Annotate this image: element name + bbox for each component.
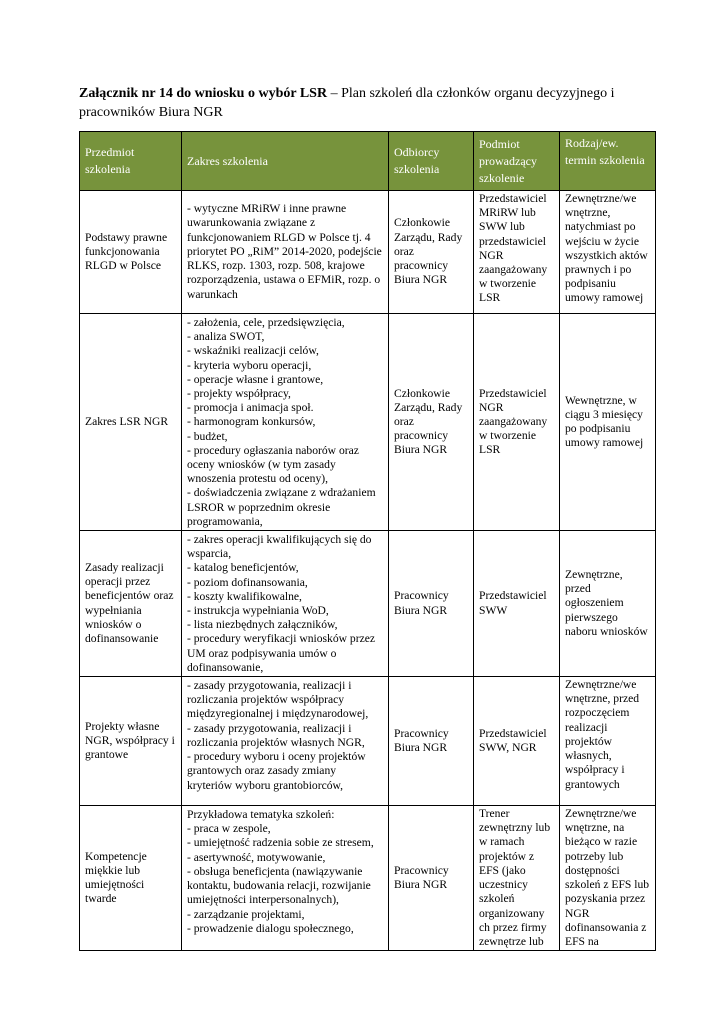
cell-type: Zewnętrzne/we wnętrzne, natychmiast po wejściu w życie wszystkich aktów prawnych i po podpisaniu umowy ramowej (560, 191, 656, 314)
scope-line: - poziom dofinansowania, (187, 575, 308, 589)
cell-subject: Zasady realizacji operacji przez beneficjentów oraz wypełniania wniosków o dofinansowanie (80, 531, 182, 677)
scope-line: - procedury wyboru i oceny projektów grantowych oraz zasady zmiany kryteriów wyboru grantobiorców, (187, 750, 366, 792)
scope-line: - procedury ogłaszania naborów oraz oceny wniosków (w tym zasady wnoszenia protestu od oceny), (187, 443, 359, 486)
table-header-row (80, 132, 656, 191)
table-row (80, 806, 656, 951)
cell-recipients: Pracownicy Biura NGR (389, 531, 474, 677)
cell-recipients: Członkowie Zarządu, Rady oraz pracownicy Biura NGR (389, 191, 474, 314)
scope-line: - zasady przygotowania, realizacji i rozliczania projektów własnych NGR, (187, 721, 365, 749)
table-row (80, 531, 656, 677)
cell-recipients: Pracownicy Biura NGR (389, 677, 474, 806)
cell-subject: Podstawy prawne funkcjonowania RLGD w Polsce (80, 191, 182, 314)
cell-scope (182, 314, 389, 531)
scope-line: - zarządzanie projektami, (187, 907, 305, 921)
cell-subject: Kompetencje miękkie lub umiejętności twarde (80, 806, 182, 951)
document-heading (79, 84, 649, 122)
heading-bold: Załącznik nr 14 do wniosku o wybór LSR (79, 86, 328, 101)
cell-subject: Zakres LSR NGR (80, 314, 182, 531)
scope-line: - procedury weryfikacji wniosków przez UM oraz podpisywania umów o dofinansowanie, (187, 632, 376, 674)
scope-line: - asertywność, motywowanie, (187, 850, 326, 864)
scope-line: - praca w zespole, (187, 822, 271, 836)
scope-line: - kryteria wyboru operacji, (187, 358, 312, 372)
scope-line: - analiza SWOT, (187, 330, 265, 344)
scope-line: - zakres operacji kwalifikujących się do wsparcia, (187, 533, 372, 561)
scope-line: - katalog beneficjentów, (187, 561, 299, 575)
scope-line: - wskaźniki realizacji celów, (187, 344, 319, 358)
header-recipients: Odbiorcy szkolenia (389, 132, 474, 191)
scope-line: - projekty współpracy, (187, 387, 291, 401)
header-scope: Zakres szkolenia (182, 132, 389, 191)
scope-line: - prowadzenie dialogu społecznego, (187, 921, 354, 935)
cell-scope (182, 531, 389, 677)
cell-type: Wewnętrzne, w ciągu 3 miesięcy po podpisaniu umowy ramowej (560, 314, 656, 531)
cell-type: Zewnętrzne/we wnętrzne, na bieżąco w razie potrzeby lub dostępności szkoleń z EFS lub pozyskania przez NGR dofinansowania z EFS na (560, 806, 656, 951)
scope-line: - zasady przygotowania, realizacji i rozliczania projektów współpracy międzyregionalnej i międzynarodowej, (187, 679, 369, 721)
scope-line: - wytyczne MRiRW i inne prawne uwarunkowania związane z funkcjonowaniem RLGD w Polsce tj. 4 priorytet PO „RiM” 2014-2020, podejście RLKS, rozp. 1303, rozp. 508, krajowe rozporządzenia, ustawa o EFMiR, rozp. o warunkach (187, 202, 382, 301)
scope-line: Przykładowa tematyka szkoleń: (187, 808, 335, 822)
header-provider: Podmiot prowadzący szkolenie (474, 132, 560, 191)
scope-line: - operacje własne i grantowe, (187, 372, 324, 386)
cell-subject: Projekty własne NGR, współpracy i grantowe (80, 677, 182, 806)
scope-line: - promocja i animacja społ. (187, 401, 314, 415)
cell-type: Zewnętrzne, przed ogłoszeniem pierwszego naboru wniosków (560, 531, 656, 677)
cell-provider: Przedstawiciel MRiRW lub SWW lub przedstawiciel NGR zaangażowany w tworzenie LSR (474, 191, 560, 314)
scope-line: - umiejętność radzenia sobie ze stresem, (187, 836, 374, 850)
training-plan-table (79, 131, 656, 951)
cell-recipients: Członkowie Zarządu, Rady oraz pracownicy Biura NGR (389, 314, 474, 531)
table-row (80, 191, 656, 314)
scope-line: - instrukcja wypełniania WoD, (187, 604, 329, 618)
cell-scope (182, 191, 389, 314)
cell-provider: Przedstawiciel SWW, NGR (474, 677, 560, 806)
scope-line: - koszty kwalifikowalne, (187, 589, 302, 603)
scope-line: - harmonogram konkursów, (187, 415, 316, 429)
header-type: Rodzaj/ew. termin szkolenia (560, 132, 656, 191)
heading-rest: – Plan szkoleń dla członków organu decyzyjnego i pracowników Biura NGR (79, 86, 615, 120)
cell-type: Zewnętrzne/we wnętrzne, przed rozpoczęciem realizacji projektów własnych, współpracy i grantowych (560, 677, 656, 806)
scope-line: - założenia, cele, przedsięwzięcia, (187, 316, 345, 329)
cell-scope (182, 677, 389, 806)
cell-provider: Przedstawiciel SWW (474, 531, 560, 677)
cell-scope (182, 806, 389, 951)
cell-provider: Przedstawiciel NGR zaangażowany w tworzenie LSR (474, 314, 560, 531)
scope-line: - obsługa beneficjenta (nawiązywanie kontaktu, budowania relacji, rozwijanie umiejętności interpersonalnych), (187, 864, 371, 907)
cell-recipients: Pracownicy Biura NGR (389, 806, 474, 951)
header-subject: Przedmiot szkolenia (80, 132, 182, 191)
scope-line: - doświadczenia związane z wdrażaniem LSROR w poprzednim okresie programowania, (187, 486, 376, 528)
scope-line: - lista niezbędnych załączników, (187, 618, 338, 632)
scope-line: - budżet, (187, 429, 228, 443)
table-row (80, 314, 656, 531)
table-row (80, 677, 656, 806)
cell-provider: Trener zewnętrzny lub w ramach projektów z EFS (jako uczestnicy szkoleń organizowany ch przez firmy zewnętrze lub (474, 806, 560, 951)
